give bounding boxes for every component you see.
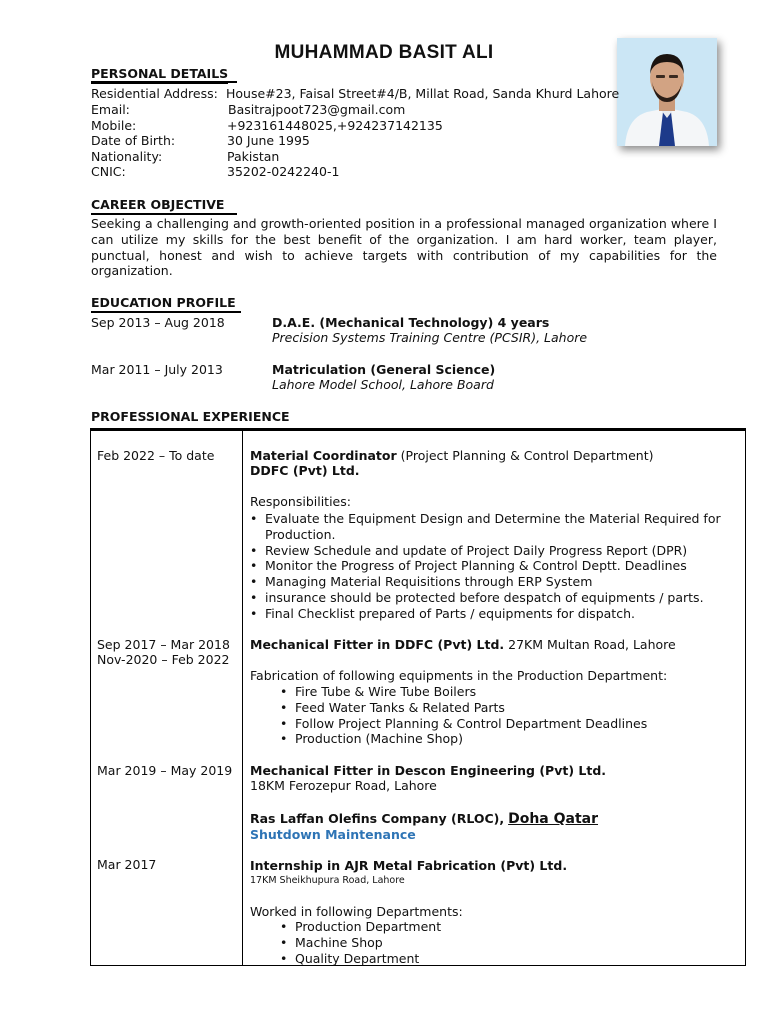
job2-title-line xyxy=(250,637,676,652)
detail-label: Mobile: xyxy=(91,118,137,133)
detail-row-address xyxy=(91,86,721,102)
education-heading-rule xyxy=(91,311,241,313)
detail-label: Nationality: xyxy=(91,149,163,164)
detail-value: 30 June 1995 xyxy=(227,133,310,148)
job1-title: Material Coordinator xyxy=(250,448,397,463)
list-item-continuation: Production. xyxy=(265,526,336,542)
personal-heading-rule xyxy=(91,81,237,83)
job1-resp-label: Responsibilities: xyxy=(250,494,351,509)
job4-title: Internship in AJR Metal Fabrication (Pvt) Ltd. xyxy=(250,858,568,873)
job2-bullets xyxy=(295,684,735,747)
job3-client: Ras Laffan Olefins Company (RLOC), xyxy=(250,811,505,826)
table-left-border xyxy=(90,428,91,966)
detail-value: Pakistan xyxy=(227,149,280,164)
list-item: • Follow Project Planning & Control Department Deadlines xyxy=(295,716,735,732)
list-item: • Final Checklist prepared of Parts / equipments for dispatch. xyxy=(265,606,743,622)
education-institute-1: Precision Systems Training Centre (PCSIR), Lahore xyxy=(272,330,588,345)
job2-intro: Fabrication of following equipments in the Production Department: xyxy=(250,668,668,683)
job4-location: 17KM Sheikhupura Road, Lahore xyxy=(250,875,405,886)
job1-title-line xyxy=(250,448,653,463)
education-title-2: Matriculation (General Science) xyxy=(272,362,496,377)
detail-value: House#23, Faisal Street#4/B, Millat Road, Sanda Khurd Lahore xyxy=(226,86,620,101)
list-item: • Production (Machine Shop) xyxy=(295,731,735,747)
objective-heading-rule xyxy=(91,213,237,215)
job2-dates-1: Sep 2017 – Mar 2018 xyxy=(97,637,230,652)
detail-label: Email: xyxy=(91,102,130,117)
education-dates-2: Mar 2011 – July 2013 xyxy=(91,362,223,377)
list-item: • insurance should be protected before despatch of equipments / parts. xyxy=(265,590,743,606)
job3-type: Shutdown Maintenance xyxy=(250,827,416,842)
personal-heading-text: PERSONAL DETAILS xyxy=(91,66,228,84)
list-item: • Managing Material Requisitions through ERP System xyxy=(265,574,743,590)
list-item: • Quality Department xyxy=(295,951,735,967)
list-item: • Monitor the Progress of Project Planning & Control Deptt. Deadlines xyxy=(265,558,743,574)
detail-value: Basitrajpoot723@gmail.com xyxy=(228,102,406,117)
detail-value: +923161448025,+924237142135 xyxy=(227,118,443,133)
detail-value: 35202-0242240-1 xyxy=(227,164,340,179)
job1-dates: Feb 2022 – To date xyxy=(97,448,215,463)
job4-dates: Mar 2017 xyxy=(97,857,157,872)
job3-title: Mechanical Fitter in Descon Engineering (Pvt) Ltd. xyxy=(250,763,607,778)
detail-row-dob xyxy=(91,133,721,149)
job3-dates: Mar 2019 – May 2019 xyxy=(97,763,233,778)
job4-bullets xyxy=(295,919,735,966)
list-item: • Review Schedule and update of Project Daily Progress Report (DPR) xyxy=(265,543,743,559)
job2-dates-2: Nov-2020 – Feb 2022 xyxy=(97,652,230,667)
job2-location: 27KM Multan Road, Lahore xyxy=(508,637,676,652)
section-heading-objective xyxy=(91,197,224,212)
list-item: • Fire Tube & Wire Tube Boilers xyxy=(295,684,735,700)
detail-row-mobile xyxy=(91,118,721,134)
job3-client-line xyxy=(250,811,598,827)
table-right-border xyxy=(745,428,746,966)
list-item: • Machine Shop xyxy=(295,935,735,951)
table-column-divider xyxy=(242,431,243,966)
section-heading-personal xyxy=(91,66,228,81)
detail-row-nationality xyxy=(91,149,721,165)
education-heading-text: EDUCATION PROFILE xyxy=(91,295,236,310)
job1-dept: (Project Planning & Control Department) xyxy=(400,448,654,463)
education-institute-2: Lahore Model School, Lahore Board xyxy=(272,377,494,392)
table-top-border xyxy=(90,428,746,431)
job1-bullets xyxy=(265,511,743,622)
detail-row-email xyxy=(91,102,721,118)
job1-company: DDFC (Pvt) Ltd. xyxy=(250,463,360,478)
detail-label: Residential Address: xyxy=(91,86,218,101)
section-heading-education xyxy=(91,295,236,310)
job4-intro: Worked in following Departments: xyxy=(250,904,463,919)
objective-text: Seeking a challenging and growth-oriented position in a professional managed organization where I can utilize my skills for the best benefit of the organization. I am hard worker, team player, punctual, honest and wish to achieve targets with contribution of my capabilities for the organization. xyxy=(91,216,717,279)
education-dates-1: Sep 2013 – Aug 2018 xyxy=(91,315,225,330)
list-item: • Evaluate the Equipment Design and Determine the Material Required for xyxy=(265,511,743,527)
list-item: • Production Department xyxy=(295,919,735,935)
detail-label: Date of Birth: xyxy=(91,133,176,148)
list-item: • Feed Water Tanks & Related Parts xyxy=(295,700,735,716)
education-title-1: D.A.E. (Mechanical Technology) 4 years xyxy=(272,315,550,330)
candidate-name: MUHAMMAD BASIT ALI xyxy=(274,42,494,63)
objective-heading-text: CAREER OBJECTIVE xyxy=(91,197,225,212)
detail-row-cnic xyxy=(91,164,721,180)
job3-location: 18KM Ferozepur Road, Lahore xyxy=(250,778,437,793)
job2-title: Mechanical Fitter in DDFC (Pvt) Ltd. xyxy=(250,637,505,652)
detail-label: CNIC: xyxy=(91,164,126,179)
section-heading-experience: PROFESSIONAL EXPERIENCE xyxy=(91,409,290,424)
job3-country: Doha Qatar xyxy=(508,811,599,827)
